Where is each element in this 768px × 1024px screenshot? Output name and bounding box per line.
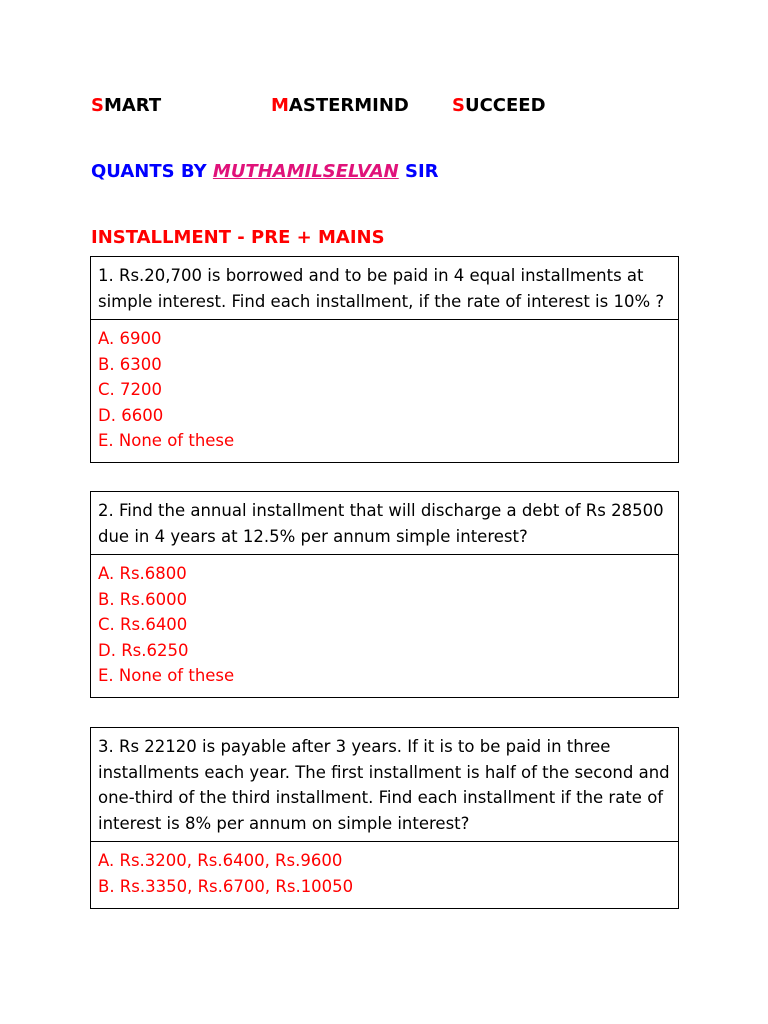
header-word-rest: UCCEED — [464, 95, 546, 116]
header-word-initial: S — [452, 95, 465, 116]
option-e[interactable]: E. None of these — [98, 666, 235, 685]
header-word-initial: M — [271, 95, 289, 116]
option-d[interactable]: D. Rs.6250 — [98, 640, 189, 660]
option-c[interactable]: C. Rs.6400 — [98, 615, 188, 634]
option-c[interactable]: C. 7200 — [98, 380, 163, 399]
author-suffix: SIR — [398, 161, 439, 182]
question-box-1 — [90, 256, 679, 463]
question-text: 1. Rs.20,700 is borrowed and to be paid in 4 equal installments at simple interest. Find each installment, if the rate of interest is 10% ? — [91, 257, 678, 320]
question-box-3 — [90, 727, 679, 909]
header-word-rest: ASTERMIND — [288, 95, 409, 116]
header-word-initial: S — [91, 95, 104, 116]
options-list — [91, 320, 678, 459]
header-word-mastermind — [271, 95, 409, 116]
option-b[interactable]: B. Rs.6000 — [98, 589, 188, 609]
author-name: MUTHAMILSELVAN — [212, 161, 399, 182]
option-a[interactable]: A. 6900 — [98, 329, 162, 348]
header-word-succeed — [452, 95, 546, 116]
question-box-2 — [90, 491, 679, 698]
options-list — [91, 842, 678, 904]
question-text: 2. Find the annual installment that will discharge a debt of Rs 28500 due in 4 years at 12.5% per annum simple interest? — [91, 492, 678, 555]
header-word-smart — [91, 95, 161, 116]
author-line — [91, 161, 439, 182]
question-text: 3. Rs 22120 is payable after 3 years. If it is to be paid in three installments each year. The first installment is half of the second and one-third of the third installment. Find each installment if the rate of interest is 8% per annum on simple interest? — [91, 728, 678, 842]
option-e[interactable]: E. None of these — [98, 431, 235, 450]
option-a[interactable]: A. Rs.3200, Rs.6400, Rs.9600 — [98, 851, 343, 870]
author-prefix: QUANTS BY — [91, 161, 213, 182]
header-word-rest: MART — [103, 95, 162, 116]
option-b[interactable]: B. Rs.3350, Rs.6700, Rs.10050 — [98, 876, 354, 896]
option-a[interactable]: A. Rs.6800 — [98, 564, 187, 583]
option-d[interactable]: D. 6600 — [98, 405, 164, 425]
options-list — [91, 555, 678, 694]
section-title: INSTALLMENT - PRE + MAINS — [91, 227, 385, 248]
option-b[interactable]: B. 6300 — [98, 354, 162, 374]
